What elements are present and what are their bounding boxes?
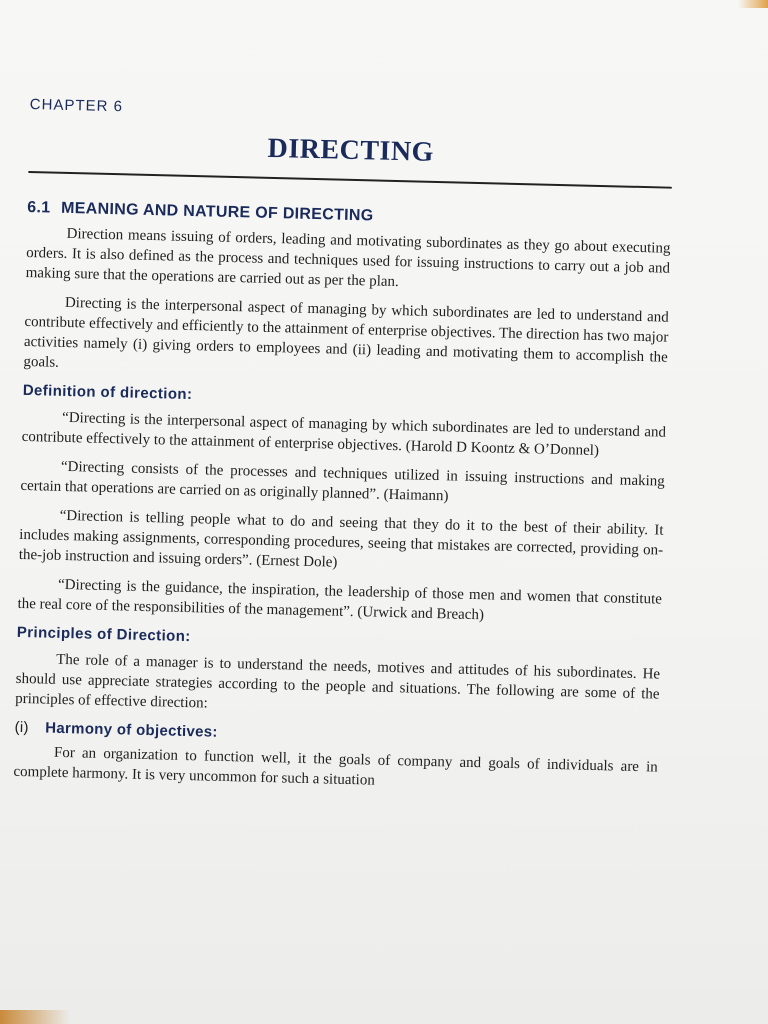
definition-quote: “Directing is the interpersonal aspect of managing by which subordinates are led to understand and contribute effectively to the attainment of enterprise objectives. (Harold D Koontz & O’Donnel): [21, 409, 667, 460]
chapter-title: DIRECTING: [267, 132, 435, 168]
title-rule: [28, 171, 672, 189]
section-title: MEANING AND NATURE OF DIRECTING: [60, 199, 374, 225]
section-paragraph: Direction means issuing of orders, leading and motivating subordinates as they go about executing orders. It is also defined as the process and techniques used for issuing instructions to carry out a job and making sure that the operations are carried out as per the plan.: [25, 225, 671, 291]
page-edge-shadow: [0, 1010, 70, 1024]
principles-intro: The role of a manager is to understand the needs, motives and attitudes of his subordinates. He should use appreciate strategies according to the people and situations. The following are some of the principles of effective direction:: [15, 651, 661, 712]
principle-item-title: Harmony of objectives:: [45, 719, 218, 741]
definition-heading: Definition of direction:: [22, 381, 193, 404]
page-content: [13, 96, 674, 802]
definition-quote: “Direction is telling people what to do and seeing that they do it to the best of their ability. It includes making assignments, corresponding procedures, seeing that mistakes are corrected, providing on-the-job instruction and issuing orders”. (Ernest Dole): [18, 507, 664, 571]
principles-heading: Principles of Direction:: [16, 623, 191, 646]
principle-item-text: For an organization to function well, it the goals of company and goals of individuals are in complete harmony. It is very uncommon for such a situation: [13, 744, 658, 789]
principle-item-number: (i): [14, 718, 30, 737]
page-corner-shadow: [738, 0, 768, 8]
chapter-label: CHAPTER 6: [29, 96, 124, 116]
definition-quote: “Directing is the guidance, the inspiration, the leadership of those men and women that constitute the real core of the responsibilities of the management”. (Urwick and Breach): [17, 576, 663, 624]
section-paragraph: Directing is the interpersonal aspect of managing by which subordinates are led to understand and contribute effectively and efficiently to the attainment of enterprise objectives. The direction has two major activities namely (i) giving orders to employees and (ii) leading and motivating them to accomplish the goals.: [23, 294, 669, 371]
section-number: 6.1: [27, 198, 51, 217]
definition-quote: “Directing consists of the processes and techniques utilized in issuing instructions and making certain that operations are carried on as originally planned”. (Haimann): [20, 458, 665, 505]
